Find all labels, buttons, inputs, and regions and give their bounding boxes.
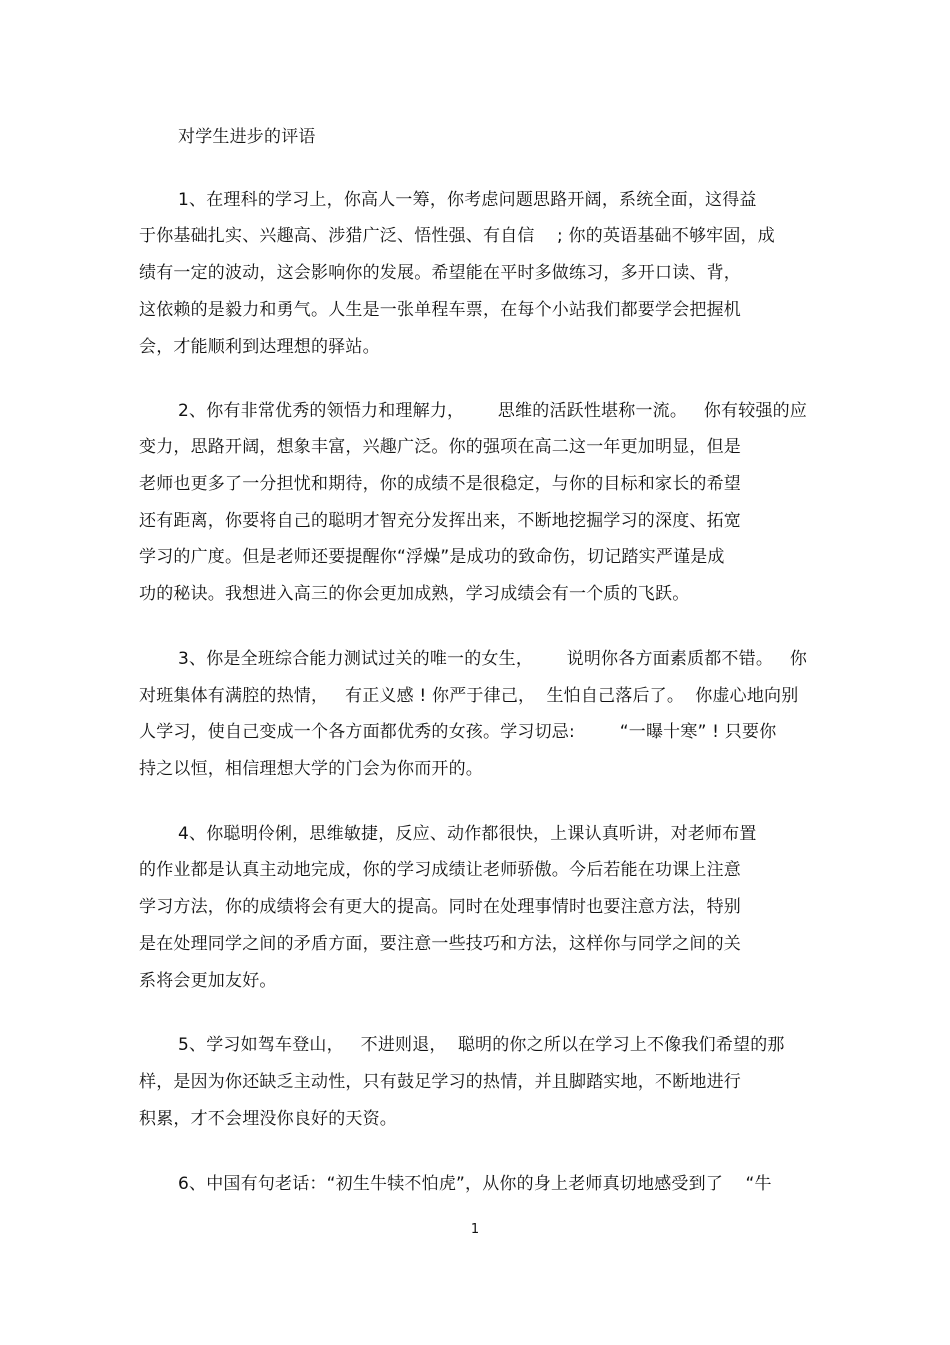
paragraph-2-line-2: 变力，思路开阔，想象丰富，兴趣广泛。你的强项在高二这一年更加明显，但是 (139, 437, 741, 457)
paragraph-4-line-1: 4、你聪明伶俐，思维敏捷，反应、动作都很快，上课认真听讲，对老师布置 (178, 824, 757, 844)
paragraph-4-line-4: 是在处理同学之间的矛盾方面，要注意一些技巧和方法，这样你与同学之间的关 (139, 934, 741, 954)
paragraph-5-line-2: 样，是因为你还缺乏主动性，只有鼓足学习的热情，并且脚踏实地，不断地进行 (139, 1072, 741, 1092)
page-number: 1 (470, 1222, 480, 1237)
paragraph-5-line-1: 5、学习如驾车登山， 不进则退， 聪明的你之所以在学习上不像我们希望的那 (178, 1035, 785, 1055)
paragraph-6-line-1: 6、中国有句老话：“初生牛犊不怕虎”，从你的身上老师真切地感受到了 “牛 (178, 1174, 772, 1194)
paragraph-5-line-3: 积累，才不会埋没你良好的天资。 (139, 1109, 397, 1129)
paragraph-3-line-2: 对班集体有满腔的热情， 有正义感 ! 你严于律己， 生怕自己落后了。 你虚心地向别 (139, 686, 799, 706)
paragraph-4-line-5: 系将会更加友好。 (139, 971, 277, 991)
paragraph-4-line-2: 的作业都是认真主动地完成，你的学习成绩让老师骄傲。今后若能在功课上注意 (139, 860, 741, 880)
paragraph-3-line-4: 持之以恒，相信理想大学的门会为你而开的。 (139, 759, 483, 779)
paragraph-1-line-1: 1、在理科的学习上，你高人一筹，你考虑问题思路开阔，系统全面，这得益 (178, 190, 757, 210)
document-title: 对学生进步的评语 (178, 127, 316, 147)
paragraph-2-line-4: 还有距离，你要将自己的聪明才智充分发挥出来，不断地挖掘学习的深度、拓宽 (139, 511, 741, 531)
paragraph-3-line-3: 人学习，使自己变成一个各方面都优秀的女孩。学习切忌: “一曝十寒” ! 只要你 (139, 722, 777, 742)
paragraph-3-line-1: 3、你是全班综合能力测试过关的唯一的女生， 说明你各方面素质都不错。 你 (178, 649, 808, 669)
paragraph-1-line-2: 于你基础扎实、兴趣高、涉猎广泛、悟性强、有自信 ; 你的英语基础不够牢固，成 (139, 226, 775, 246)
paragraph-4-line-3: 学习方法，你的成绩将会有更大的提高。同时在处理事情时也要注意方法，特别 (139, 897, 741, 917)
paragraph-2-line-1: 2、你有非常优秀的领悟力和理解力， 思维的活跃性堪称一流。 你有较强的应 (178, 401, 808, 421)
paragraph-2-line-3: 老师也更多了一分担忧和期待，你的成绩不是很稳定，与你的目标和家长的希望 (139, 474, 741, 494)
paragraph-2-line-5: 学习的广度。但是老师还要提醒你“浮燥”是成功的致命伤，切记踏实严谨是成 (139, 547, 725, 567)
paragraph-1-line-5: 会，才能顺利到达理想的驿站。 (139, 337, 380, 357)
paragraph-1-line-4: 这依赖的是毅力和勇气。人生是一张单程车票，在每个小站我们都要学会把握机 (139, 300, 741, 320)
paragraph-1-line-3: 绩有一定的波动，这会影响你的发展。希望能在平时多做练习，多开口读、背， (139, 263, 741, 283)
paragraph-2-line-6: 功的秘诀。我想进入高三的你会更加成熟，学习成绩会有一个质的飞跃。 (139, 584, 690, 604)
